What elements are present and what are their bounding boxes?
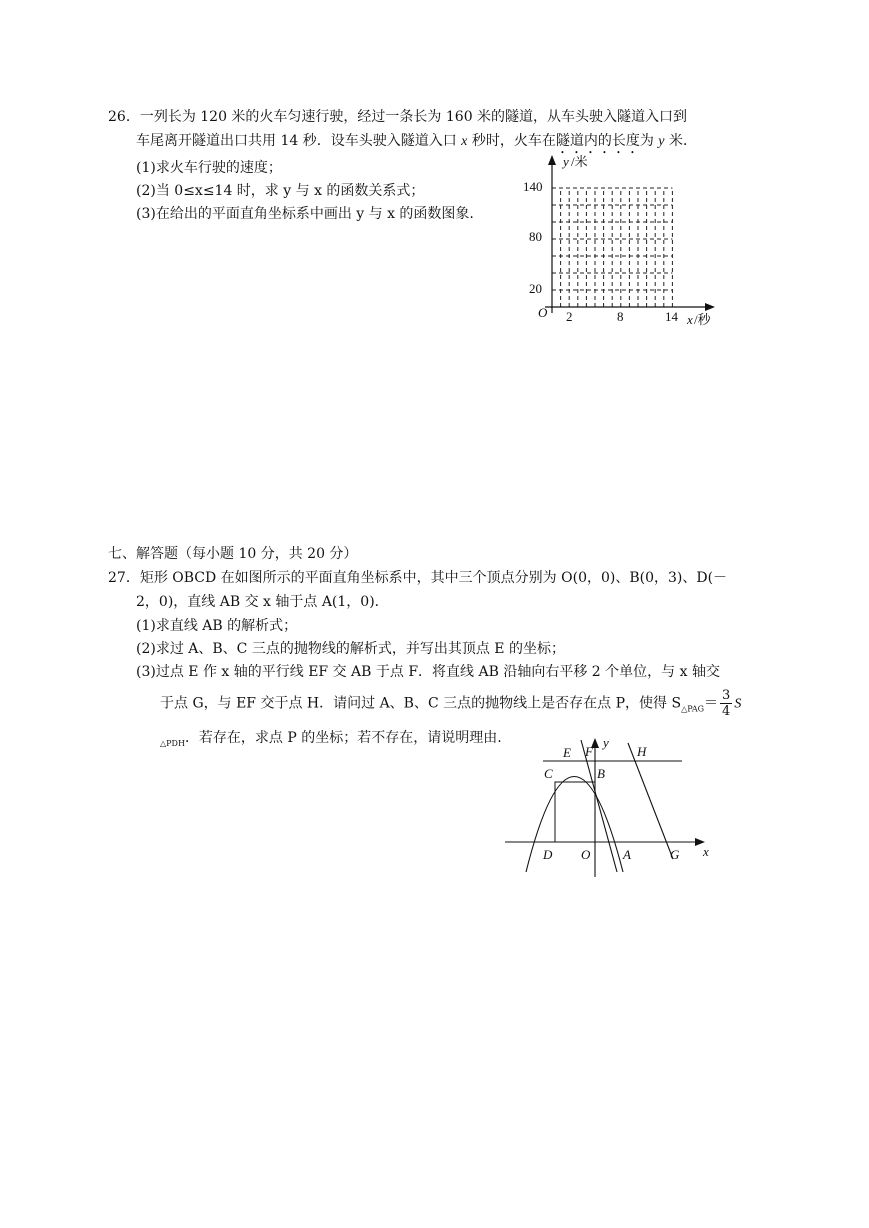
q27-fraction: [720, 688, 732, 719]
label-H: H: [637, 744, 647, 759]
q26-stem2c: 为: [639, 133, 654, 149]
q27-part2: (2)求过 A、B、C 三点的抛物线的解析式，并写出其顶点 E 的坐标；: [136, 641, 565, 657]
q27-sub-pdh: △PDH: [160, 738, 185, 748]
y-axis-label-var: y: [563, 154, 569, 169]
q26-stem2a: 车尾离开隧道出口共用 14 秒．设车头驶入隧道入口: [136, 133, 457, 149]
x-axis-label-unit: /秒: [694, 312, 711, 327]
q26-emphasis: 隧道内的长度: [555, 133, 640, 149]
q27-figure: [495, 735, 720, 880]
label-x: x: [703, 844, 709, 859]
q27-part3-text: 于点 G，与 EF 交于点 H．请问过 A、B、C 三点的抛物线上是否存在点 P，使得 S: [160, 695, 682, 712]
q26-var-y: y: [658, 134, 665, 149]
x-tick-2: 2: [566, 309, 573, 324]
y-axis-label-unit: /米: [571, 154, 588, 169]
q26-var-x: x: [461, 134, 468, 149]
label-A: A: [623, 847, 631, 862]
q26-part2: (2)当 0≤x≤14 时，求 y 与 x 的函数关系式；: [136, 183, 425, 199]
section7-heading: 七、解答题（每小题 10 分，共 20 分）: [108, 546, 358, 562]
x-axis-arrow-icon: [705, 303, 715, 311]
label-G: G: [670, 847, 680, 862]
q27-sub-pag: △PAG: [681, 704, 705, 714]
q27-frac-den: 4: [722, 704, 731, 719]
y-axis-arrow-icon: [548, 155, 556, 165]
q26-part1: (1)求火车行驶的速度；: [136, 160, 282, 176]
q27-part3-line1: (3)过点 E 作 x 轴的平行线 EF 交 AB 于点 F．将直线 AB 沿轴向右平移 2 个单位，与 x 轴交: [136, 664, 720, 680]
q27-stem-line1: 27．矩形 OBCD 在如图所示的平面直角坐标系中，其中三个顶点分别为 O(0，0)、B(0，3)、D(－: [108, 570, 728, 586]
y-tick-80: 80: [529, 229, 542, 244]
label-O: O: [581, 847, 591, 862]
q27-eq: ＝: [704, 695, 719, 712]
rectangle-OBCD: [555, 782, 595, 842]
q26-stem2d: 米．: [668, 133, 697, 149]
label-E: E: [563, 745, 571, 760]
parabola: [526, 777, 623, 873]
y-tick-20: 20: [529, 281, 542, 296]
y-tick-140: 140: [523, 179, 543, 194]
q27-stem-line2: 2，0)，直线 AB 交 x 轴于点 A(1，0)．: [136, 594, 389, 610]
q27-part3-line2: [160, 688, 741, 719]
label-C: C: [544, 766, 553, 781]
q26-grid-figure: [515, 150, 730, 335]
x-tick-8: 8: [617, 309, 624, 324]
q27-part3-end: ．若存在，求点 P 的坐标；若不存在，请说明理由.: [184, 730, 502, 746]
label-F: F: [585, 744, 593, 759]
grid-dashed-lines: [552, 188, 672, 307]
q27-s-symbol: S: [734, 696, 742, 712]
origin-label: O: [538, 305, 548, 320]
label-B: B: [597, 766, 605, 781]
q26-part3: (3)在给出的平面直角坐标系中画出 y 与 x 的函数图象.: [136, 206, 474, 222]
label-y: y: [603, 735, 609, 750]
x-axis-label-var: x: [687, 312, 693, 327]
q27-part3-line3: [160, 729, 502, 753]
q26-stem2b: 秒时，火车在: [471, 133, 556, 149]
label-D: D: [543, 847, 553, 862]
x-tick-14: 14: [665, 309, 678, 324]
q27-part1: (1)求直线 AB 的解析式；: [136, 618, 298, 634]
q26-stem-line1: 26．一列长为 120 米的火车匀速行驶，经过一条长为 160 米的隧道，从车头驶入隧道入口到: [108, 109, 688, 125]
q27-frac-num: 3: [722, 688, 731, 703]
